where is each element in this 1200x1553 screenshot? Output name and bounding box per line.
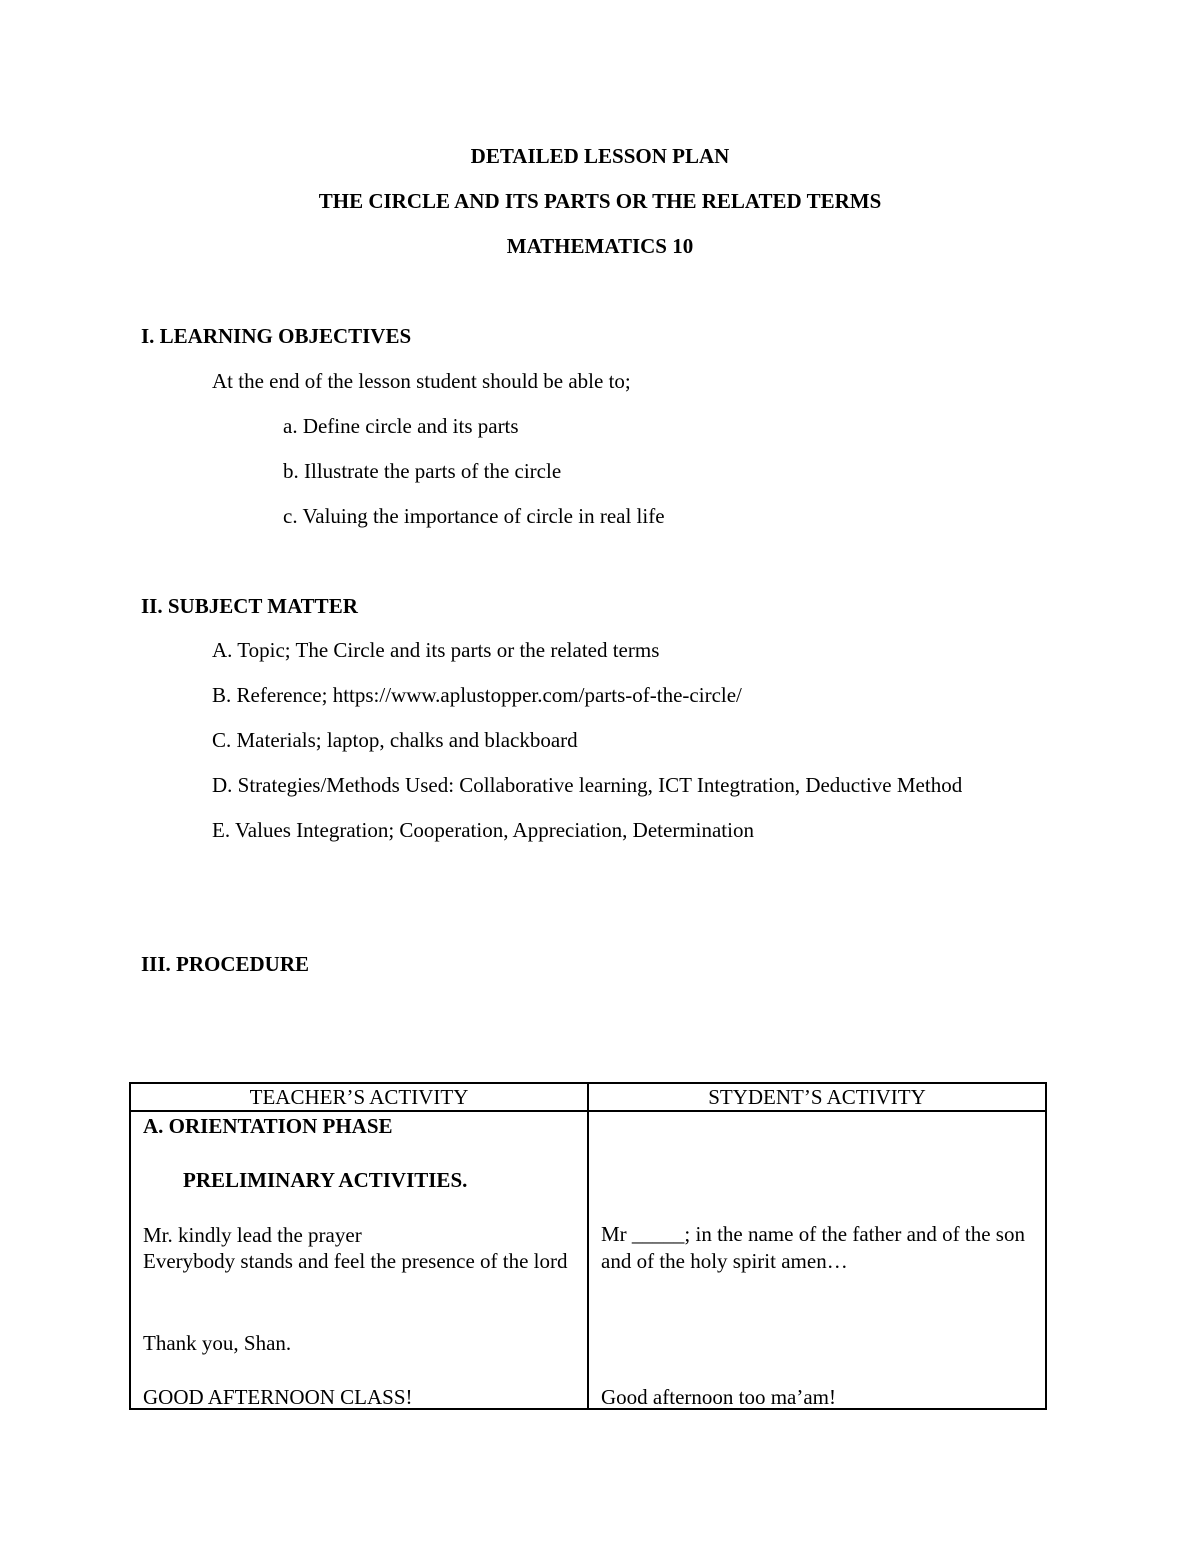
student-greeting-reply: Good afternoon too ma’am! [601, 1385, 837, 1409]
thanks-text: Thank you, Shan. [143, 1331, 292, 1355]
orientation-phase-label: A. ORIENTATION PHASE [143, 1114, 393, 1138]
greeting-text: GOOD AFTERNOON CLASS! [143, 1385, 413, 1409]
student-prayer-text: Mr _____; in the name of the father and of the son and of the holy spirit amen… [601, 1222, 1025, 1273]
subject-matter-item: E. Values Integration; Cooperation, Appreciation, Determination [212, 818, 754, 842]
objective-item: a. Define circle and its parts [283, 414, 519, 438]
objectives-intro: At the end of the lesson student should be able to; [212, 369, 631, 393]
document-title: DETAILED LESSON PLAN [470, 144, 730, 168]
teacher-activity-cell [130, 1111, 588, 1409]
subject-matter-item: B. Reference; https://www.aplustopper.com/parts-of-the-circle/ [212, 683, 742, 707]
teacher-activity-header: TEACHER’S ACTIVITY [130, 1083, 588, 1111]
prayer-request-text: Mr. kindly lead the prayer [143, 1223, 362, 1247]
objective-item: c. Valuing the importance of circle in real life [283, 504, 665, 528]
subject-matter-item: C. Materials; laptop, chalks and blackboard [212, 728, 578, 752]
student-activity-header: STYDENT’S ACTIVITY [588, 1083, 1046, 1111]
subject-matter-item: A. Topic; The Circle and its parts or the related terms [212, 638, 660, 662]
document-subtitle: THE CIRCLE AND ITS PARTS OR THE RELATED TERMS [318, 189, 882, 213]
objective-item: b. Illustrate the parts of the circle [283, 459, 562, 483]
subject-matter-item: D. Strategies/Methods Used: Collaborative learning, ICT Integtration, Deductive Method [212, 773, 963, 797]
subject-label: MATHEMATICS 10 [506, 234, 694, 258]
procedure-heading: III. PROCEDURE [141, 952, 310, 976]
prayer-instruction-text: Everybody stands and feel the presence of the lord [143, 1249, 568, 1273]
subject-matter-heading: II. SUBJECT MATTER [141, 594, 358, 618]
preliminary-activities-label: PRELIMINARY ACTIVITIES. [183, 1168, 468, 1192]
table-header-row [130, 1083, 1046, 1111]
objectives-heading: I. LEARNING OBJECTIVES [141, 324, 412, 348]
student-activity-cell [588, 1111, 1046, 1409]
table-row [130, 1111, 1046, 1409]
procedure-table [129, 1082, 1047, 1410]
